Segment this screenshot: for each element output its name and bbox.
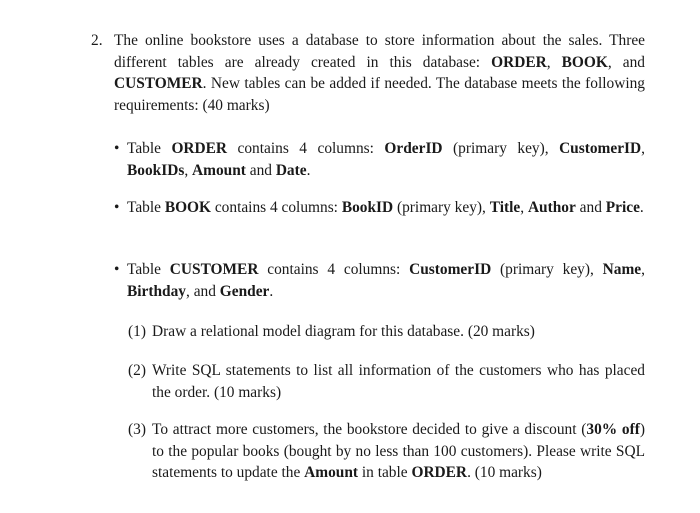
bold-term: 30% off xyxy=(586,421,640,438)
bold-term: Amount xyxy=(192,161,246,179)
bold-term: Title xyxy=(489,199,521,216)
bullet-text xyxy=(127,197,645,219)
question-number: 2. xyxy=(91,32,103,49)
bold-term: Amount xyxy=(304,464,359,481)
text-run: in table xyxy=(358,464,412,481)
text-run: The online bookstore uses a database to store information about the sales. Three different tables are already created in this database: xyxy=(114,32,645,71)
bold-term: BookID xyxy=(341,199,394,216)
bold-term: CUSTOMER xyxy=(169,261,259,278)
bold-term: CustomerID xyxy=(559,140,642,157)
text-run: , and xyxy=(607,53,645,71)
text-run: contains 4 columns: xyxy=(258,261,410,278)
text-run: (primary key), xyxy=(491,261,603,278)
text-run: contains 4 columns: xyxy=(211,199,342,216)
bullet-dot: • xyxy=(114,199,120,216)
subquestion-label: (1) xyxy=(128,323,146,340)
bold-term: Date xyxy=(275,161,307,179)
text-run: , xyxy=(546,53,562,71)
text-run: . xyxy=(269,282,274,300)
bold-term: CUSTOMER xyxy=(114,75,203,92)
text-run: Table xyxy=(127,199,165,216)
subquestion-text xyxy=(152,419,645,484)
text-run: ) to the popular books (bought by no less than 100 customers). Please write SQL statements to update the xyxy=(152,421,645,481)
text-run: , xyxy=(641,261,645,278)
text-run: (primary key), xyxy=(442,140,560,157)
bold-term: ORDER xyxy=(491,53,547,71)
text-run: contains 4 columns: xyxy=(227,140,385,157)
bullet-text xyxy=(127,259,645,302)
text-run: and xyxy=(575,199,606,216)
text-run: . (10 marks) xyxy=(467,464,542,481)
bold-term: CustomerID xyxy=(409,261,492,278)
bold-term: Birthday xyxy=(127,282,187,300)
bold-term: BOOK xyxy=(164,199,211,216)
text-run: . xyxy=(306,161,311,179)
bullet-dot: • xyxy=(114,140,120,157)
bold-term: Price xyxy=(605,199,640,216)
subquestion-text xyxy=(152,360,645,403)
text-run: Write SQL statements to list all information of the customers who has placed the order. (10 marks) xyxy=(152,362,645,401)
subquestion-label: (2) xyxy=(128,362,146,379)
text-run: To attract more customers, the bookstore decided to give a discount ( xyxy=(152,421,587,438)
text-run: . New tables can be added if needed. The database meets the following requirements: (40 marks) xyxy=(114,75,645,114)
text-run: . xyxy=(639,199,644,216)
text-run: , and xyxy=(186,282,220,300)
text-run: Table xyxy=(127,261,170,278)
bold-term: Author xyxy=(527,199,576,216)
subquestion-text xyxy=(152,321,645,343)
bold-term: Gender xyxy=(219,282,270,300)
bullet-text xyxy=(127,138,645,181)
text-run: , xyxy=(184,161,193,179)
bold-term: OrderID xyxy=(384,140,443,157)
question-intro xyxy=(114,30,645,116)
text-run: and xyxy=(245,161,276,179)
bold-term: ORDER xyxy=(171,140,228,157)
bold-term: BookIDs xyxy=(127,161,185,179)
bullet-dot: • xyxy=(114,261,120,278)
bold-term: Name xyxy=(602,261,642,278)
subquestion-label: (3) xyxy=(128,421,146,438)
text-run: Table xyxy=(127,140,172,157)
bold-term: ORDER xyxy=(411,464,468,481)
bold-term: BOOK xyxy=(561,53,608,71)
text-run: , xyxy=(641,140,645,157)
text-run: Draw a relational model diagram for this database. (20 marks) xyxy=(152,323,535,340)
text-run: , xyxy=(520,199,528,216)
text-run: (primary key), xyxy=(393,199,490,216)
